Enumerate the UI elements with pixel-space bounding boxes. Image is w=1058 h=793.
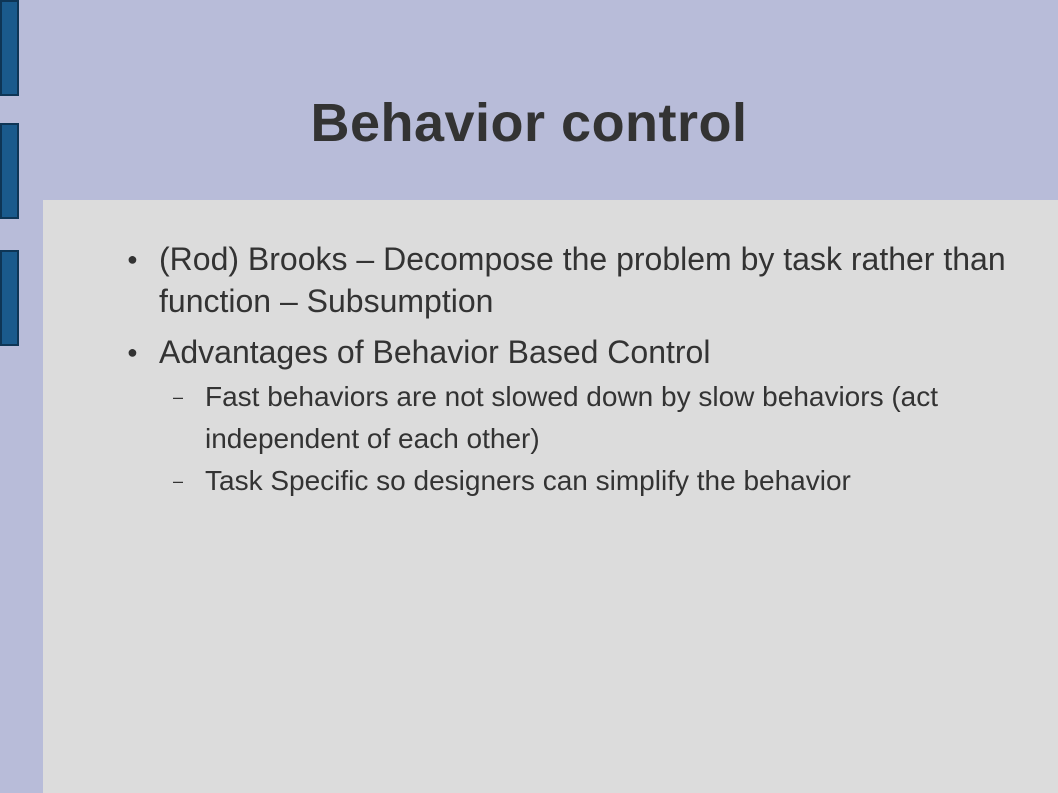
- sub-bullet-item: [173, 376, 985, 460]
- decorative-bar-3: [0, 250, 19, 346]
- slide-title: Behavior control: [310, 93, 748, 153]
- sub-bullet-text: Fast behaviors are not slowed down by slow behaviors (act independent of each other): [205, 381, 939, 454]
- bullet-text: (Rod) Brooks – Decompose the problem by task rather than function – Subsumption: [159, 241, 1006, 319]
- bullet-marker: ●: [127, 342, 138, 362]
- bullet-item: [127, 238, 1009, 322]
- bullet-marker: ●: [127, 249, 138, 269]
- sub-bullet-marker: –: [173, 387, 184, 407]
- sub-bullet-item: [173, 460, 985, 502]
- sub-bullet-marker: –: [173, 471, 184, 491]
- bullet-item: [127, 331, 1009, 373]
- decorative-bar-1: [0, 0, 19, 96]
- bullet-text: Advantages of Behavior Based Control: [159, 334, 711, 370]
- content-panel: [43, 200, 1058, 793]
- sub-bullet-text: Task Specific so designers can simplify the behavior: [205, 465, 851, 496]
